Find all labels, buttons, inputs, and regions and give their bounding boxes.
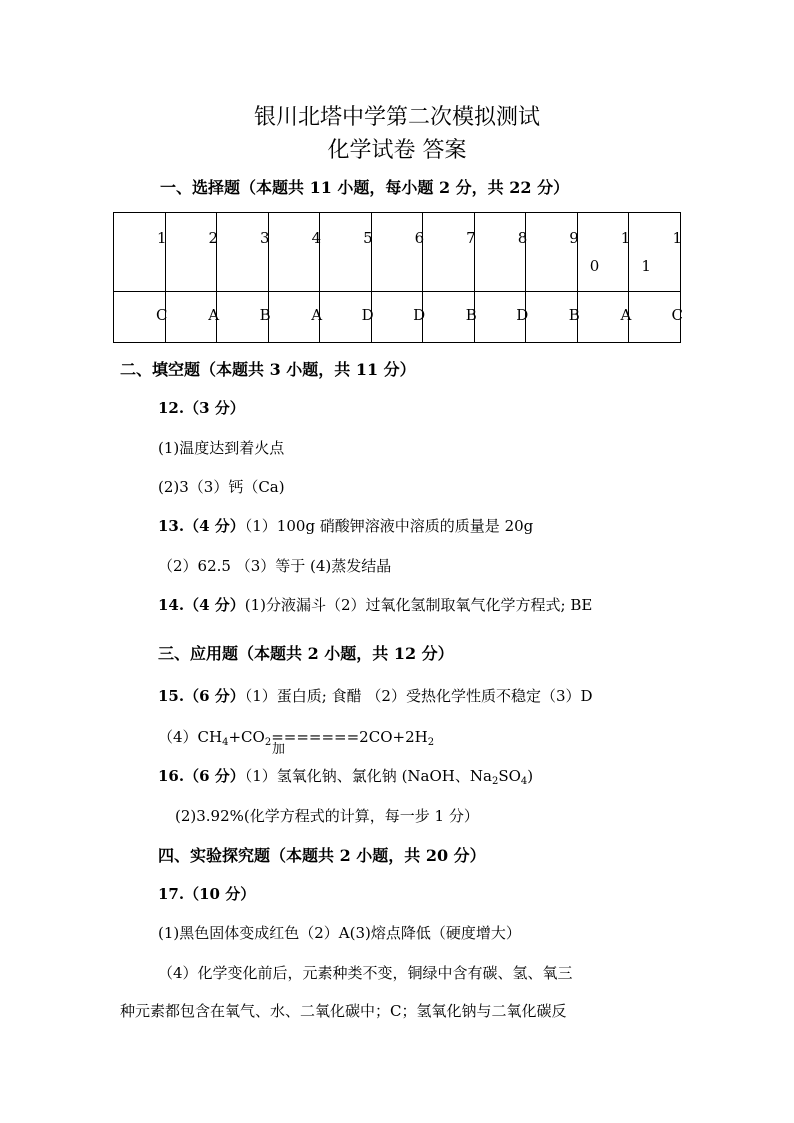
q15-equation: $(4)CH_4+CO_2=======2CO+2H_2$ (158, 728, 435, 748)
answer-row (114, 292, 681, 343)
q15-answer-1: （1）蛋白质; 食醋 （2）受热化学性质不稳定（3）D (244, 687, 593, 705)
table-cell: 9 (526, 213, 578, 292)
table-cell: D (320, 292, 372, 343)
table-cell: C (114, 292, 166, 343)
table-cell: 7 (423, 213, 475, 292)
table-cell: 6 (371, 213, 423, 292)
table-cell: B (423, 292, 475, 343)
q13-answer-1: （1）100g 硝酸钾溶液中溶质的质量是 20g (244, 517, 534, 535)
question-number-row (114, 213, 681, 292)
q13-heading: 13.（4 分） (158, 517, 245, 535)
table-cell: A (165, 292, 217, 343)
q15-heading: 15.（6 分） (158, 687, 245, 705)
table-cell: A (577, 292, 629, 343)
q14-answer-1: (1)分液漏斗（2）过氧化氢制取氧气化学方程式; BE (244, 596, 593, 614)
q15-line-1 (158, 685, 593, 706)
table-cell: 3 (217, 213, 269, 292)
q13-answer-2: （2）62.5 （3）等于 (4)蒸发结晶 (158, 557, 392, 575)
table-cell: 1 (114, 213, 166, 292)
section-2-heading: 二、填空题（本题共 3 小题，共 11 分） (120, 360, 416, 379)
page-subtitle: 化学试卷 答案 (327, 138, 467, 163)
q12-answer-1: (1)温度达到着火点 (158, 439, 285, 457)
q16-line-1: 16.（6 分）（1）氢氧化钠、氯化钠 (NaOH、$Na_2SO_4$) (158, 767, 534, 787)
q12-heading: 12.（3 分） (158, 399, 245, 417)
heating-condition-label: 加 (272, 742, 286, 757)
q14-heading: 14.（4 分） (158, 596, 245, 614)
table-cell: B (217, 292, 269, 343)
table-cell: 1 0 (577, 213, 629, 292)
section-3-heading: 三、应用题（本题共 2 小题，共 12 分） (158, 644, 454, 663)
q17-answer-2: （4）化学变化前后，元素种类不变，铜绿中含有碳、氢、氧三 (158, 964, 573, 982)
section-4-heading: 四、实验探究题（本题共 2 小题，共 20 分） (158, 846, 486, 865)
table-cell: 2 (165, 213, 217, 292)
table-cell: 8 (474, 213, 526, 292)
page-title: 银川北塔中学第二次模拟测试 (253, 105, 540, 130)
table-cell: D (371, 292, 423, 343)
q17-answer-3: 种元素都包含在氧气、水、二氧化碳中；C；氢氧化钠与二氧化碳反 (120, 1002, 567, 1020)
table-cell: 4 (268, 213, 320, 292)
q12-answer-2: (2)3（3）钙（Ca) (158, 478, 285, 496)
q17-answer-1: (1)黑色固体变成红色（2）A(3)熔点降低（硬度增大） (158, 924, 521, 942)
q16-heading: 16.（6 分） (158, 767, 245, 785)
table-cell: 1 1 (629, 213, 681, 292)
table-cell: B (526, 292, 578, 343)
table-cell: A (268, 292, 320, 343)
q17-heading: 17.（10 分） (158, 885, 256, 903)
table-cell: D (474, 292, 526, 343)
answer-table (113, 212, 681, 343)
q14-line-1 (158, 594, 592, 615)
section-1-heading: 一、选择题（本题共 11 小题，每小题 2 分，共 22 分） (160, 178, 570, 197)
q13-line-1 (158, 515, 533, 536)
table-cell: C (629, 292, 681, 343)
q16-answer-2: (2)3.92%(化学方程式的计算，每一步 1 分） (175, 807, 479, 825)
table-cell: 5 (320, 213, 372, 292)
